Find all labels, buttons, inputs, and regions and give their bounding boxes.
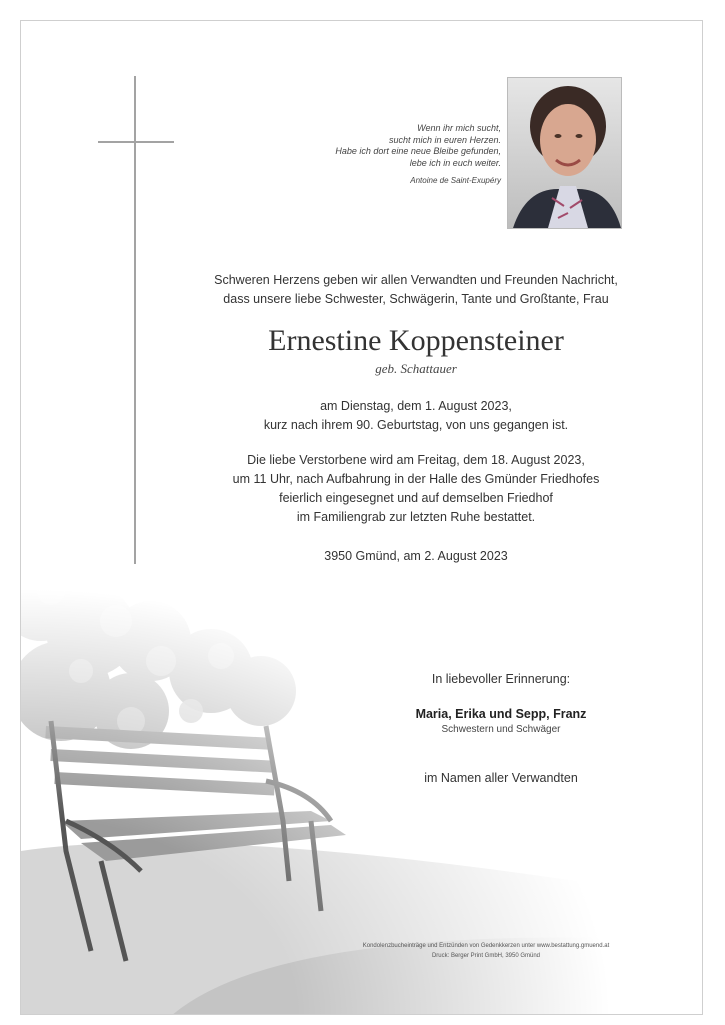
intro-line: dass unsere liebe Schwester, Schwägerin, Tante und Großtante, Frau bbox=[223, 292, 609, 306]
cross-icon-beam bbox=[98, 141, 174, 143]
quote-line: lebe ich in euch weiter. bbox=[409, 157, 501, 168]
maiden-name: geb. Schattauer bbox=[375, 361, 457, 376]
death-line: kurz nach ihrem 90. Geburtstag, von uns gegangen ist. bbox=[263, 418, 569, 432]
funeral-line: feierlich eingesegnet und auf demselben Friedhof bbox=[279, 491, 553, 505]
deceased-name: Ernestine Koppensteiner bbox=[268, 324, 564, 357]
funeral-line: Die liebe Verstorbene wird am Freitag, dem 18. August 2023, bbox=[247, 453, 585, 467]
footer bbox=[321, 941, 651, 961]
relatives-note: im Namen aller Verwandten bbox=[424, 771, 578, 785]
obituary-card bbox=[20, 20, 703, 1015]
mourners-relation: Schwestern und Schwäger bbox=[441, 724, 561, 735]
quote-line: Wenn ihr mich sucht, bbox=[417, 123, 501, 133]
funeral-line: im Familiengrab zur letzten Ruhe bestattet. bbox=[296, 510, 536, 524]
quote-line: sucht mich in euren Herzen. bbox=[388, 134, 501, 145]
quote bbox=[281, 123, 501, 187]
portrait-photo bbox=[507, 77, 622, 229]
mourners-names: Maria, Erika und Sepp, Franz bbox=[415, 707, 587, 721]
footer-line: Druck: Berger Print GmbH, 3950 Gmünd bbox=[431, 953, 541, 959]
quote-author: Antoine de Saint-Exupéry bbox=[410, 176, 501, 185]
memory-label: In liebevoller Erinnerung: bbox=[431, 672, 571, 686]
announcement-intro bbox=[181, 271, 651, 309]
footer-line: Kondolenzbucheinträge und Entzünden von Gedenkkerzen unter www.bestattung.gmuend.at bbox=[362, 943, 610, 949]
quote-line: Habe ich dort eine neue Bleibe gefunden, bbox=[335, 146, 501, 156]
death-notice bbox=[181, 397, 651, 435]
place-date: 3950 Gmünd, am 2. August 2023 bbox=[324, 549, 508, 563]
intro-line: Schweren Herzens geben wir allen Verwandten und Freunden Nachricht, bbox=[214, 273, 618, 287]
cross-icon bbox=[134, 76, 136, 564]
funeral-line: um 11 Uhr, nach Aufbahrung in der Halle des Gmünder Friedhofes bbox=[232, 472, 600, 486]
death-line: am Dienstag, dem 1. August 2023, bbox=[320, 399, 512, 413]
funeral-details bbox=[181, 451, 651, 527]
